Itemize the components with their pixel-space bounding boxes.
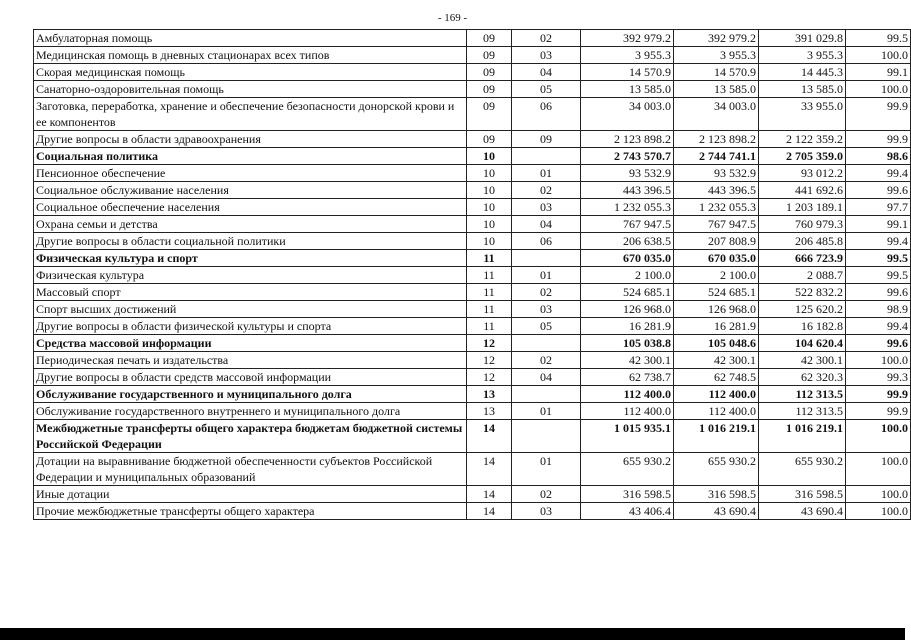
row-name-cell: Другие вопросы в области социальной политики: [34, 233, 467, 250]
executed-value-cell: 1 016 219.1: [759, 420, 846, 453]
percent-cell: 99.5: [846, 250, 911, 267]
section-code-cell: 12: [467, 335, 512, 352]
executed-value-cell: 33 955.0: [759, 98, 846, 131]
table-row: [34, 486, 911, 503]
subsection-code-cell: 09: [512, 131, 581, 148]
planned-value-cell: 126 968.0: [581, 301, 674, 318]
planned-value-cell: 34 003.0: [581, 98, 674, 131]
row-name-cell: Другие вопросы в области физической культуры и спорта: [34, 318, 467, 335]
revised-value-cell: 2 744 741.1: [674, 148, 759, 165]
table-row: [34, 386, 911, 403]
revised-value-cell: 16 281.9: [674, 318, 759, 335]
executed-value-cell: 2 088.7: [759, 267, 846, 284]
row-name-cell: Физическая культура и спорт: [34, 250, 467, 267]
subsection-code-cell: [512, 250, 581, 267]
table-row: [34, 318, 911, 335]
bottom-border-bar: [0, 628, 905, 640]
subsection-code-cell: 02: [512, 30, 581, 47]
row-name-cell: Скорая медицинская помощь: [34, 64, 467, 81]
row-name-cell: Обслуживание государственного внутреннего и муниципального долга: [34, 403, 467, 420]
percent-cell: 99.5: [846, 267, 911, 284]
table-row: [34, 420, 911, 453]
percent-cell: 100.0: [846, 81, 911, 98]
revised-value-cell: 62 748.5: [674, 369, 759, 386]
section-code-cell: 09: [467, 47, 512, 64]
subsection-code-cell: 04: [512, 216, 581, 233]
percent-cell: 99.4: [846, 318, 911, 335]
executed-value-cell: 1 203 189.1: [759, 199, 846, 216]
subsection-code-cell: 01: [512, 403, 581, 420]
executed-value-cell: 316 598.5: [759, 486, 846, 503]
table-row: [34, 148, 911, 165]
executed-value-cell: 93 012.2: [759, 165, 846, 182]
table-row: [34, 369, 911, 386]
percent-cell: 99.9: [846, 403, 911, 420]
percent-cell: 99.9: [846, 386, 911, 403]
revised-value-cell: 1 016 219.1: [674, 420, 759, 453]
section-code-cell: 14: [467, 420, 512, 453]
row-name-cell: Прочие межбюджетные трансферты общего характера: [34, 503, 467, 520]
subsection-code-cell: 04: [512, 64, 581, 81]
revised-value-cell: 1 232 055.3: [674, 199, 759, 216]
table-row: [34, 165, 911, 182]
revised-value-cell: 112 400.0: [674, 403, 759, 420]
percent-cell: 97.7: [846, 199, 911, 216]
executed-value-cell: 206 485.8: [759, 233, 846, 250]
planned-value-cell: 105 038.8: [581, 335, 674, 352]
subsection-code-cell: 05: [512, 81, 581, 98]
percent-cell: 99.1: [846, 216, 911, 233]
planned-value-cell: 1 015 935.1: [581, 420, 674, 453]
subsection-code-cell: 01: [512, 453, 581, 486]
table-row: [34, 503, 911, 520]
percent-cell: 99.4: [846, 233, 911, 250]
percent-cell: 100.0: [846, 503, 911, 520]
revised-value-cell: 14 570.9: [674, 64, 759, 81]
section-code-cell: 09: [467, 81, 512, 98]
row-name-cell: Другие вопросы в области здравоохранения: [34, 131, 467, 148]
subsection-code-cell: 06: [512, 233, 581, 250]
executed-value-cell: 112 313.5: [759, 403, 846, 420]
planned-value-cell: 112 400.0: [581, 386, 674, 403]
planned-value-cell: 1 232 055.3: [581, 199, 674, 216]
percent-cell: 99.4: [846, 165, 911, 182]
subsection-code-cell: [512, 148, 581, 165]
table-row: [34, 98, 911, 131]
section-code-cell: 09: [467, 64, 512, 81]
planned-value-cell: 42 300.1: [581, 352, 674, 369]
subsection-code-cell: 03: [512, 47, 581, 64]
revised-value-cell: 3 955.3: [674, 47, 759, 64]
table-row: [34, 199, 911, 216]
section-code-cell: 10: [467, 182, 512, 199]
row-name-cell: Физическая культура: [34, 267, 467, 284]
subsection-code-cell: 06: [512, 98, 581, 131]
table-row: [34, 453, 911, 486]
row-name-cell: Дотации на выравнивание бюджетной обеспеченности субъектов Российской Федерации и муниципальных образований: [34, 453, 467, 486]
planned-value-cell: 3 955.3: [581, 47, 674, 64]
planned-value-cell: 206 638.5: [581, 233, 674, 250]
table-row: [34, 81, 911, 98]
revised-value-cell: 105 048.6: [674, 335, 759, 352]
revised-value-cell: 207 808.9: [674, 233, 759, 250]
executed-value-cell: 2 705 359.0: [759, 148, 846, 165]
section-code-cell: 12: [467, 369, 512, 386]
section-code-cell: 13: [467, 386, 512, 403]
table-row: [34, 352, 911, 369]
planned-value-cell: 443 396.5: [581, 182, 674, 199]
table-row: [34, 284, 911, 301]
revised-value-cell: 34 003.0: [674, 98, 759, 131]
executed-value-cell: 104 620.4: [759, 335, 846, 352]
executed-value-cell: 666 723.9: [759, 250, 846, 267]
table-row: [34, 403, 911, 420]
section-code-cell: 13: [467, 403, 512, 420]
section-code-cell: 12: [467, 352, 512, 369]
executed-value-cell: 3 955.3: [759, 47, 846, 64]
section-code-cell: 11: [467, 301, 512, 318]
planned-value-cell: 16 281.9: [581, 318, 674, 335]
row-name-cell: Медицинская помощь в дневных стационарах всех типов: [34, 47, 467, 64]
planned-value-cell: 43 406.4: [581, 503, 674, 520]
section-code-cell: 14: [467, 453, 512, 486]
executed-value-cell: 125 620.2: [759, 301, 846, 318]
subsection-code-cell: 03: [512, 301, 581, 318]
percent-cell: 98.9: [846, 301, 911, 318]
percent-cell: 99.6: [846, 284, 911, 301]
percent-cell: 99.5: [846, 30, 911, 47]
table-row: [34, 30, 911, 47]
planned-value-cell: 62 738.7: [581, 369, 674, 386]
row-name-cell: Средства массовой информации: [34, 335, 467, 352]
table-row: [34, 64, 911, 81]
subsection-code-cell: 03: [512, 199, 581, 216]
executed-value-cell: 391 029.8: [759, 30, 846, 47]
row-name-cell: Межбюджетные трансферты общего характера бюджетам бюджетной системы Российской Федерации: [34, 420, 467, 453]
subsection-code-cell: 01: [512, 267, 581, 284]
revised-value-cell: 670 035.0: [674, 250, 759, 267]
percent-cell: 100.0: [846, 352, 911, 369]
planned-value-cell: 13 585.0: [581, 81, 674, 98]
planned-value-cell: 524 685.1: [581, 284, 674, 301]
planned-value-cell: 655 930.2: [581, 453, 674, 486]
table-row: [34, 182, 911, 199]
revised-value-cell: 42 300.1: [674, 352, 759, 369]
row-name-cell: Пенсионное обеспечение: [34, 165, 467, 182]
executed-value-cell: 522 832.2: [759, 284, 846, 301]
planned-value-cell: 112 400.0: [581, 403, 674, 420]
subsection-code-cell: 02: [512, 486, 581, 503]
row-name-cell: Санаторно-оздоровительная помощь: [34, 81, 467, 98]
section-code-cell: 09: [467, 131, 512, 148]
section-code-cell: 09: [467, 98, 512, 131]
planned-value-cell: 14 570.9: [581, 64, 674, 81]
section-code-cell: 11: [467, 250, 512, 267]
row-name-cell: Заготовка, переработка, хранение и обеспечение безопасности донорской крови и ее компонентов: [34, 98, 467, 131]
row-name-cell: Социальная политика: [34, 148, 467, 165]
revised-value-cell: 443 396.5: [674, 182, 759, 199]
percent-cell: 100.0: [846, 47, 911, 64]
subsection-code-cell: 04: [512, 369, 581, 386]
executed-value-cell: 760 979.3: [759, 216, 846, 233]
subsection-code-cell: [512, 386, 581, 403]
percent-cell: 99.1: [846, 64, 911, 81]
row-name-cell: Спорт высших достижений: [34, 301, 467, 318]
row-name-cell: Социальное обеспечение населения: [34, 199, 467, 216]
section-code-cell: 10: [467, 199, 512, 216]
percent-cell: 99.6: [846, 335, 911, 352]
revised-value-cell: 112 400.0: [674, 386, 759, 403]
budget-table: [33, 29, 911, 520]
section-code-cell: 11: [467, 267, 512, 284]
revised-value-cell: 392 979.2: [674, 30, 759, 47]
revised-value-cell: 524 685.1: [674, 284, 759, 301]
row-name-cell: Социальное обслуживание населения: [34, 182, 467, 199]
section-code-cell: 10: [467, 233, 512, 250]
executed-value-cell: 13 585.0: [759, 81, 846, 98]
percent-cell: 100.0: [846, 486, 911, 503]
planned-value-cell: 2 123 898.2: [581, 131, 674, 148]
section-code-cell: 10: [467, 165, 512, 182]
executed-value-cell: 112 313.5: [759, 386, 846, 403]
revised-value-cell: 93 532.9: [674, 165, 759, 182]
row-name-cell: Амбулаторная помощь: [34, 30, 467, 47]
percent-cell: 99.9: [846, 131, 911, 148]
section-code-cell: 10: [467, 148, 512, 165]
section-code-cell: 11: [467, 318, 512, 335]
subsection-code-cell: 01: [512, 165, 581, 182]
row-name-cell: Периодическая печать и издательства: [34, 352, 467, 369]
table-row: [34, 267, 911, 284]
executed-value-cell: 2 122 359.2: [759, 131, 846, 148]
subsection-code-cell: [512, 335, 581, 352]
planned-value-cell: 2 743 570.7: [581, 148, 674, 165]
revised-value-cell: 2 123 898.2: [674, 131, 759, 148]
section-code-cell: 14: [467, 503, 512, 520]
table-row: [34, 216, 911, 233]
revised-value-cell: 316 598.5: [674, 486, 759, 503]
planned-value-cell: 392 979.2: [581, 30, 674, 47]
subsection-code-cell: 02: [512, 182, 581, 199]
section-code-cell: 14: [467, 486, 512, 503]
subsection-code-cell: 02: [512, 284, 581, 301]
planned-value-cell: 2 100.0: [581, 267, 674, 284]
table-row: [34, 47, 911, 64]
executed-value-cell: 16 182.8: [759, 318, 846, 335]
row-name-cell: Иные дотации: [34, 486, 467, 503]
executed-value-cell: 441 692.6: [759, 182, 846, 199]
row-name-cell: Другие вопросы в области средств массовой информации: [34, 369, 467, 386]
table-row: [34, 335, 911, 352]
revised-value-cell: 126 968.0: [674, 301, 759, 318]
table-row: [34, 131, 911, 148]
table-row: [34, 301, 911, 318]
revised-value-cell: 2 100.0: [674, 267, 759, 284]
revised-value-cell: 13 585.0: [674, 81, 759, 98]
percent-cell: 100.0: [846, 420, 911, 453]
subsection-code-cell: 05: [512, 318, 581, 335]
table-row: [34, 250, 911, 267]
revised-value-cell: 655 930.2: [674, 453, 759, 486]
planned-value-cell: 670 035.0: [581, 250, 674, 267]
table-body: [34, 30, 911, 520]
percent-cell: 100.0: [846, 453, 911, 486]
executed-value-cell: 43 690.4: [759, 503, 846, 520]
executed-value-cell: 42 300.1: [759, 352, 846, 369]
subsection-code-cell: [512, 420, 581, 453]
planned-value-cell: 767 947.5: [581, 216, 674, 233]
executed-value-cell: 655 930.2: [759, 453, 846, 486]
percent-cell: 99.6: [846, 182, 911, 199]
section-code-cell: 11: [467, 284, 512, 301]
percent-cell: 98.6: [846, 148, 911, 165]
section-code-cell: 10: [467, 216, 512, 233]
revised-value-cell: 43 690.4: [674, 503, 759, 520]
planned-value-cell: 93 532.9: [581, 165, 674, 182]
subsection-code-cell: 03: [512, 503, 581, 520]
row-name-cell: Массовый спорт: [34, 284, 467, 301]
percent-cell: 99.9: [846, 98, 911, 131]
executed-value-cell: 62 320.3: [759, 369, 846, 386]
subsection-code-cell: 02: [512, 352, 581, 369]
percent-cell: 99.3: [846, 369, 911, 386]
table-row: [34, 233, 911, 250]
page-number: - 169 -: [437, 12, 468, 24]
revised-value-cell: 767 947.5: [674, 216, 759, 233]
row-name-cell: Охрана семьи и детства: [34, 216, 467, 233]
executed-value-cell: 14 445.3: [759, 64, 846, 81]
planned-value-cell: 316 598.5: [581, 486, 674, 503]
section-code-cell: 09: [467, 30, 512, 47]
row-name-cell: Обслуживание государственного и муниципального долга: [34, 386, 467, 403]
